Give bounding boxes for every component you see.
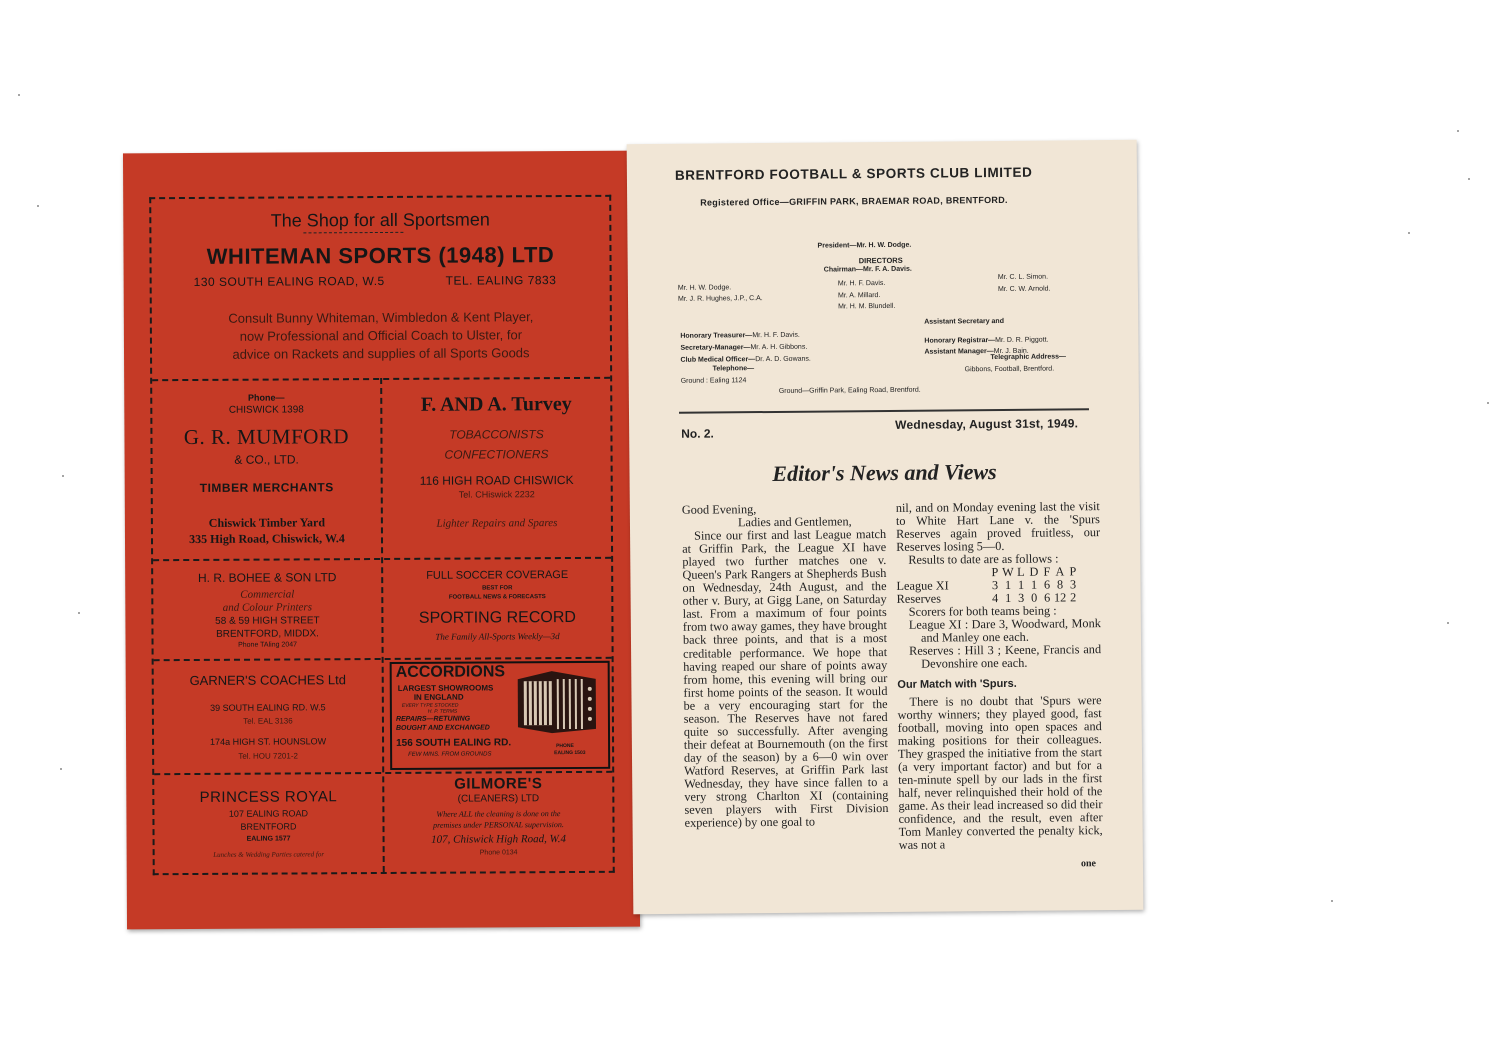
results-table — [896, 566, 1079, 607]
article-column-2 — [896, 500, 1103, 852]
gilmore-name: GILMORE'S — [454, 775, 543, 793]
gilmores-ad — [384, 773, 613, 872]
accordions-name: ACCORDIONS — [395, 663, 506, 681]
officer-name: Mr. J. Bain. — [993, 347, 1029, 356]
scorers-intro: Scorers for both teams being : — [908, 603, 1057, 620]
bohee-name: H. R. BOHEE & SON LTD — [197, 570, 337, 585]
scan-speck — [1468, 178, 1470, 180]
garner-tel1: Tel. EAL 3136 — [243, 716, 293, 726]
director-right: Mr. C. W. Arnold. — [997, 285, 1051, 294]
results-cell: 3 — [991, 578, 999, 593]
scan-speck — [37, 205, 39, 207]
salutation: Ladies and Gentlemen, — [737, 514, 852, 530]
mumford-trade: TIMBER MERCHANTS — [199, 480, 334, 495]
scan-speck — [1487, 402, 1489, 404]
scan-speck — [1457, 130, 1459, 132]
bohee-line4: BRENTFORD, MIDDX. — [216, 628, 319, 640]
results-cell: 8 — [1056, 577, 1064, 592]
officer-name: Mr. D. R. Piggott. — [995, 336, 1049, 345]
sporting-sub: The Family All-Sports Weekly—3d — [435, 631, 560, 642]
scan-speck — [1408, 232, 1410, 234]
mumford-address: 335 High Road, Chiswick, W.4 — [189, 531, 345, 547]
bohee-line3: 58 & 59 HIGH STREET — [215, 615, 320, 627]
turvey-address: 116 HIGH ROAD CHISWICK — [419, 472, 574, 488]
officer-name: Mr. H. F. Davis. — [752, 331, 800, 340]
director-mid: Mr. H. M. Blundell. — [838, 302, 896, 311]
gilmore-address: 107, Chiswick High Road, W.4 — [431, 833, 567, 846]
mumford-phone-label: Phone— — [247, 392, 285, 403]
mumford-ad — [152, 380, 381, 559]
accordions-line4: H. P. TERMS — [427, 708, 458, 715]
gilmore-phone: Phone 0134 — [479, 849, 518, 857]
programme-page — [627, 140, 1144, 914]
sporting-best: BEST FOR — [482, 585, 513, 592]
garners-coaches-ad — [154, 660, 383, 773]
results-cell: 1 — [1030, 577, 1038, 592]
results-cell: 4 — [991, 591, 999, 606]
telegraphic-address: Gibbons, Football, Brentford. — [964, 365, 1055, 374]
garner-tel2: Tel. HOU 7201-2 — [238, 751, 298, 761]
accordions-line5: REPAIRS—RETUNING — [395, 715, 471, 723]
turvey-line2: CONFECTIONERS — [444, 447, 549, 462]
accordions-line1: LARGEST SHOWROOMS — [397, 683, 494, 693]
director-mid: Mr. A. Millard. — [837, 292, 881, 300]
advert-frame — [149, 195, 615, 875]
princess-footer: Lunches & Wedding Parties catered for — [213, 850, 325, 859]
whiteman-name: WHITEMAN SPORTS (1948) LTD — [206, 242, 555, 269]
accordions-phone: PHONE — [556, 742, 574, 750]
mumford-sub: & CO., LTD. — [234, 452, 299, 467]
mumford-name: G. R. MUMFORD — [183, 424, 350, 450]
scan-speck — [60, 768, 62, 770]
bohee-line1: Commercial — [240, 588, 295, 601]
scan-speck — [1331, 900, 1333, 902]
results-cell: 3 — [1017, 591, 1025, 606]
turvey-name: F. AND A. Turvey — [420, 393, 572, 416]
results-cell: 6 — [1043, 577, 1051, 592]
results-header-cell: P — [991, 565, 999, 580]
catchword: one — [1080, 858, 1096, 870]
tagline-underline — [303, 232, 403, 234]
sporting-name: SPORTING RECORD — [418, 608, 576, 627]
officer-role: Assistant Manager— — [924, 348, 994, 356]
sporting-head: FULL SOCCER COVERAGE — [426, 569, 569, 582]
scorers-reserves: Reserves : Hill 3 ; Keene, Francis and Devonshire one each. — [909, 642, 1102, 672]
bohee-phone: Phone TAling 2047 — [238, 641, 298, 649]
blurb-line: advice on Rackets and supplies of all Sports Goods — [232, 345, 530, 362]
whiteman-tagline: The Shop for all Sportsmen — [270, 209, 490, 231]
director-right: Mr. C. L. Simon. — [997, 273, 1049, 282]
results-cell: 2 — [1069, 590, 1077, 605]
scan-speck — [18, 94, 20, 96]
greeting: Good Evening, — [681, 502, 757, 517]
officer-role: Honorary Registrar— — [924, 337, 996, 345]
results-header-cell: F — [1043, 564, 1051, 579]
officer-name: Mr. A. H. Gibbons. — [750, 343, 808, 352]
results-cell: 3 — [1069, 577, 1077, 592]
garner-name: GARNER'S COACHES Ltd — [189, 672, 346, 689]
blurb-line: Consult Bunny Whiteman, Wimbledon & Kent Player, — [228, 309, 534, 326]
garner-addr1: 39 SOUTH EALING RD. W.5 — [210, 702, 326, 713]
article-column-1 — [682, 502, 889, 830]
officer-role: Club Medical Officer— — [680, 356, 756, 364]
turvey-line1: TOBACCONISTS — [449, 427, 544, 442]
results-cell: 1 — [1017, 578, 1025, 593]
accordion-illustration-icon — [512, 669, 602, 735]
article-paragraph: Since our first and last League match at Griffin Park, the League XI have played two further matches one v. Queen's Park Rangers at Shepherds Bush on Wednesday, 24th August, and the other v. Bury, at Gigg Lane, on Saturday last. From a maximum of four points from two away games, they have brought back three points, and that is a most creditable performance. We hope that having reaped our share of points away from home, this evening will bring our first home points of the season. It would be a very encouraging start for the season. The Reserves have not fared quite so successfully. After avenging their defeat at Bournemouth (on the first day of the season) by a 6—0 win over Watford Reserves, at Griffin Park last Wednesday, they have since fallen to a very strong Charlton XI (containing seven players with First Division experience) by one goal to — [682, 527, 889, 830]
match-date: Wednesday, August 31st, 1949. — [895, 416, 1079, 432]
results-header-cell: L — [1017, 565, 1025, 580]
accordions-line6: BOUGHT AND EXCHANGED — [395, 724, 490, 732]
turvey-tel: Tel. CHiswick 2232 — [458, 489, 535, 500]
gilmore-line2: premises under PERSONAL supervision. — [433, 820, 564, 830]
princess-addr1: 107 EALING ROAD — [228, 808, 308, 819]
whiteman-address: 130 SOUTH EALING ROAD, W.5 — [193, 273, 385, 289]
scan-speck — [78, 612, 80, 614]
officer-row — [680, 348, 810, 367]
article-paragraph: There is no doubt that 'Spurs were worthy winners; they played good, fast football, moving into open spaces and making positions for their colleagues. They grasped the initiative from the start (a very important factor) and but for a ten-minute spell by our lads in the first half, never relinquished their hold of the game. As their lead increased so did their confidence, and the result, even after Tom Manley converted the penalty kick, was not a — [897, 692, 1103, 852]
turvey-footer: Lighter Repairs and Spares — [436, 517, 558, 530]
director-left: Mr. J. R. Hughes, J.P., C.A. — [677, 295, 763, 303]
results-cell: 0 — [1030, 590, 1038, 605]
gilmore-line1: Where ALL the cleaning is done on the — [436, 809, 561, 819]
accordions-phone2: EALING 1503 — [554, 749, 586, 757]
mumford-phone: CHISWICK 1398 — [228, 404, 304, 416]
results-team: League XI — [896, 578, 949, 594]
whiteman-sports-ad — [151, 197, 610, 379]
results-header-cell: P — [1069, 564, 1077, 579]
advert-page — [123, 151, 640, 930]
accordions-ad — [384, 659, 613, 772]
club-title: BRENTFORD FOOTBALL & SPORTS CLUB LIMITED — [674, 164, 1033, 183]
princess-royal-ad — [154, 774, 383, 873]
turvey-ad — [382, 379, 611, 558]
telephone-label: Telephone— — [712, 365, 755, 373]
officer-role: Honorary Treasurer— — [680, 332, 753, 340]
scan-speck — [62, 475, 64, 477]
article-subheading: Our Match with 'Spurs. — [897, 678, 1017, 692]
directors-heading: DIRECTORS — [858, 255, 903, 266]
bohee-ad — [153, 560, 382, 659]
director-left: Mr. H. W. Dodge. — [677, 284, 732, 292]
scan-speck — [1447, 622, 1449, 624]
telephone: Ground : Ealing 1124 — [680, 377, 747, 385]
whiteman-tel: TEL. EALING 7833 — [445, 273, 557, 288]
princess-tel: EALING 1577 — [246, 835, 291, 843]
bohee-line2: and Colour Printers — [222, 601, 312, 614]
garner-addr2: 174a HIGH ST. HOUNSLOW — [210, 736, 327, 747]
accordions-address: 156 SOUTH EALING RD. — [396, 737, 512, 749]
officer-role: Secretary-Manager— — [680, 344, 751, 352]
ground-address: Ground—Griffin Park, Ealing Road, Brentford. — [778, 386, 921, 395]
results-cell: 1 — [1004, 578, 1012, 593]
princess-name: PRINCESS ROYAL — [199, 788, 338, 806]
scorers-league: League XI : Dare 3, Woodward, Monk and Manley one each. — [908, 616, 1101, 646]
results-header-cell: D — [1029, 564, 1039, 579]
director-mid: Mr. H. F. Davis. — [837, 279, 886, 288]
assistant-secretary-heading: Assistant Secretary and — [924, 317, 1005, 326]
princess-addr2: BRENTFORD — [240, 821, 297, 832]
whiteman-blurb — [152, 308, 610, 364]
mumford-yard: Chiswick Timber Yard — [208, 515, 326, 530]
sporting-record-ad — [383, 559, 612, 658]
issue-number: No. 2. — [681, 426, 714, 441]
results-cell: 6 — [1043, 590, 1051, 605]
header-rule — [679, 408, 1089, 414]
president: President—Mr. H. W. Dodge. — [817, 241, 912, 250]
results-header-cell: A — [1055, 564, 1065, 579]
accordions-footer: FEW MINS. FROM GROUNDS — [408, 751, 492, 758]
accordions-line2: IN ENGLAND — [413, 692, 464, 702]
article-paragraph: nil, and on Monday evening last the visit to White Hart Lane v. the 'Spurs Reserves again proved fruitless, our Reserves losing 5—0. — [895, 499, 1101, 555]
editor-title: Editor's News and Views — [772, 459, 997, 486]
results-team: Reserves — [896, 591, 942, 607]
officer-name: Dr. A. D. Gowans. — [755, 355, 811, 364]
sporting-best2: FOOTBALL NEWS & FORECASTS — [448, 594, 546, 601]
results-cell: 12 — [1053, 590, 1067, 605]
accordions-line3: EVERY TYPE STOCKED — [401, 702, 459, 709]
results-header-cell: W — [1002, 565, 1014, 580]
results-intro: Results to date are as follows : — [908, 551, 1059, 567]
telegraphic-label: Telegraphic Address— — [990, 353, 1067, 362]
gilmore-sub: (CLEANERS) LTD — [457, 793, 540, 805]
blurb-line: now Professional and Official Coach to Ulster, for — [239, 327, 523, 344]
results-cell: 1 — [1004, 591, 1012, 606]
chairman: Chairman—Mr. F. A. Davis. — [823, 265, 912, 274]
registered-office: Registered Office—GRIFFIN PARK, BRAEMAR ROAD, BRENTFORD. — [700, 194, 1008, 208]
